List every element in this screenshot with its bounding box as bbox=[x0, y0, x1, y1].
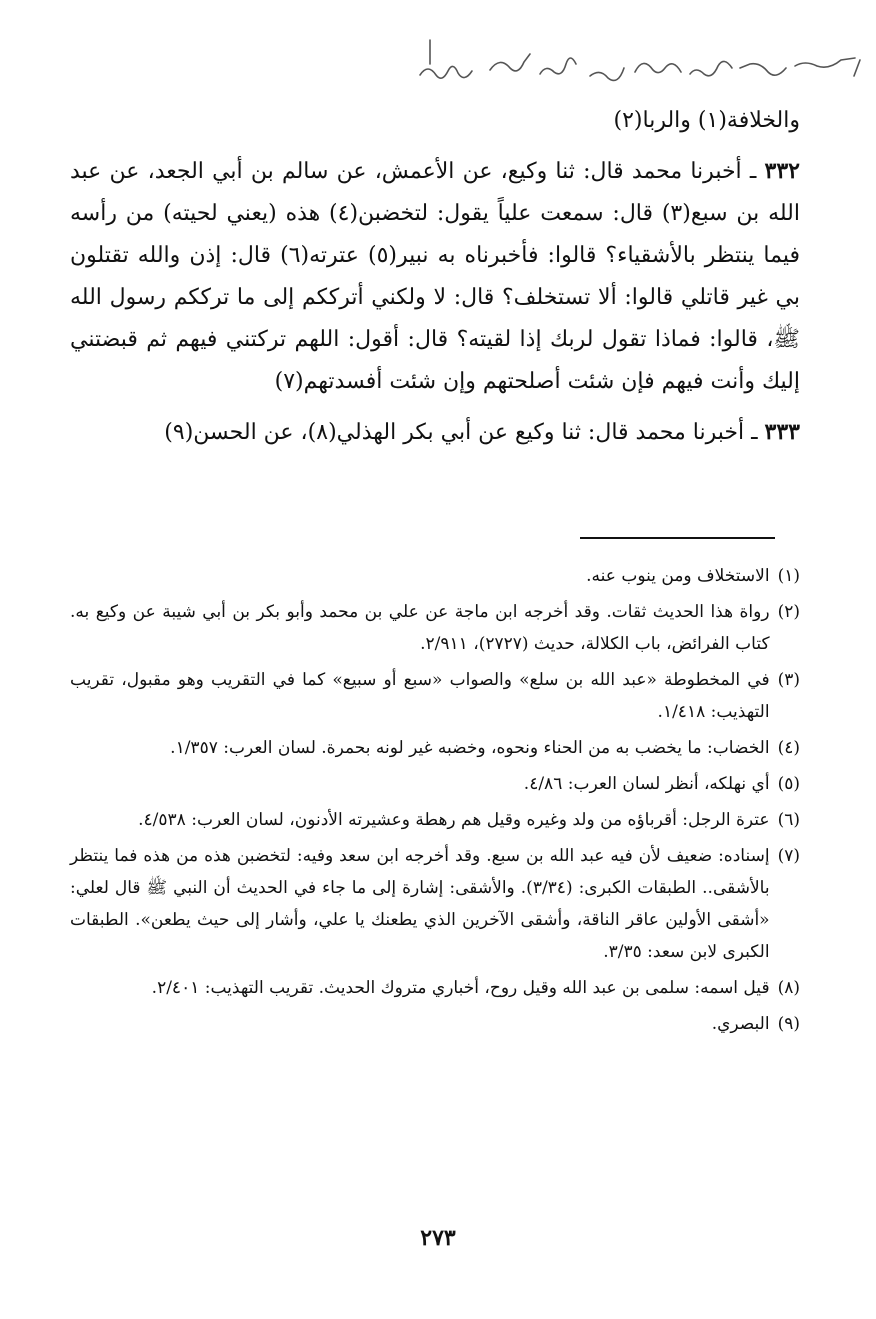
footnote-7 bbox=[70, 840, 800, 968]
footnote-text: أي نهلكه، أنظر لسان العرب: ٤/٨٦. bbox=[523, 774, 770, 794]
page-number: ٢٧٣ bbox=[420, 1225, 456, 1251]
footnote-number: (٩) bbox=[777, 1014, 800, 1034]
hadith-332 bbox=[70, 150, 800, 403]
footnote-2 bbox=[70, 596, 800, 660]
hadith-number: ٣٣٣ bbox=[764, 419, 800, 445]
footnote-number: (٣) bbox=[777, 670, 800, 690]
footnote-number: (٢) bbox=[777, 602, 800, 622]
footnote-text: إسناده: ضعيف لأن فيه عبد الله بن سبع. وقد أخرجه ابن سعد وفيه: لتخضبن هذه من هذه فما ينتظر بالأشقى.. الطبقات الكبرى: (٣/٣٤). والأشقى: إشارة إلى ما جاء في الحديث أن النبي ﷺ قال لعلي: «أشقى الأولين عاقر الناقة، وأشقى الآخرين الذي يطعنك يا علي، وأشار إلى حيث يطعن». الطبقات الكبرى لابن سعد: ٣/٣٥. bbox=[70, 846, 770, 962]
footnote-number: (١) bbox=[777, 566, 800, 586]
hadith-333 bbox=[70, 411, 800, 454]
footnote-text: رواة هذا الحديث ثقات. وقد أخرجه ابن ماجة عن علي بن محمد وأبو بكر بن أبي شيبة عن وكيع به. كتاب الفرائض، باب الكلالة، حديث (٢٧٢٧)، ٢/٩١١. bbox=[70, 602, 770, 654]
footnote-text: البصري. bbox=[711, 1014, 770, 1034]
footnote-number: (٧) bbox=[777, 846, 800, 866]
footnote-number: (٥) bbox=[777, 774, 800, 794]
footnote-text: الاستخلاف ومن ينوب عنه. bbox=[586, 566, 770, 586]
footnote-text: في المخطوطة «عبد الله بن سلع» والصواب «سبع أو سبيع» كما في التقريب وهو مقبول، تقريب التهذيب: ١/٤١٨. bbox=[70, 670, 770, 722]
footnote-6 bbox=[70, 804, 800, 836]
footnote-9 bbox=[70, 1008, 800, 1040]
handwritten-scribble bbox=[400, 30, 870, 100]
continuation-line: والخلافة(١) والربا(٢) bbox=[613, 108, 800, 133]
footnote-5 bbox=[70, 768, 800, 800]
footnotes bbox=[70, 560, 800, 1044]
handwritten-note bbox=[400, 30, 870, 100]
hadith-number: ٣٣٢ bbox=[764, 158, 800, 184]
footnote-8 bbox=[70, 972, 800, 1004]
footnote-3 bbox=[70, 664, 800, 728]
hadith-text: ـ أخبرنا محمد قال: ثنا وكيع عن أبي بكر الهذلي(٨)، عن الحسن(٩) bbox=[164, 420, 758, 445]
hadith-text: ـ أخبرنا محمد قال: ثنا وكيع، عن الأعمش، عن سالم بن أبي الجعد، عن عبد الله بن سبع(٣) قال: سمعت علياً يقول: لتخضبن(٤) هذه (يعني لحيته) من رأسه فيما ينتظر بالأشقياء؟ قالوا: فأخبرناه به نبير(٥) عترته(٦) قال: إذن والله تقتلون بي غير قاتلي قالوا: ألا تستخلف؟ قال: لا ولكني أترككم إلى ما ترككم رسول الله ﷺ، قالوا: فماذا تقول لربك إذا لقيته؟ قال: أقول: اللهم تركتني فيهم ثم قبضتني إليك وأنت فيهم فإن شئت أصلحتهم وإن شئت أفسدتهم(٧) bbox=[70, 159, 800, 394]
footnote-number: (٦) bbox=[777, 810, 800, 830]
main-text bbox=[70, 100, 800, 454]
footnote-separator bbox=[580, 537, 775, 539]
footnote-text: قيل اسمه: سلمى بن عبد الله وقيل روح، أخباري متروك الحديث. تقريب التهذيب: ٢/٤٠١. bbox=[151, 978, 770, 998]
footnote-1 bbox=[70, 560, 800, 592]
footnote-text: عترة الرجل: أقرباؤه من ولد وغيره وقيل هم رهطة وعشيرته الأدنون، لسان العرب: ٤/٥٣٨. bbox=[138, 810, 770, 830]
footnote-text: الخضاب: ما يخضب به من الحناء ونحوه، وخضبه غير لونه بحمرة. لسان العرب: ١/٣٥٧. bbox=[170, 738, 770, 758]
footnote-number: (٤) bbox=[777, 738, 800, 758]
footnote-4 bbox=[70, 732, 800, 764]
footnote-number: (٨) bbox=[777, 978, 800, 998]
